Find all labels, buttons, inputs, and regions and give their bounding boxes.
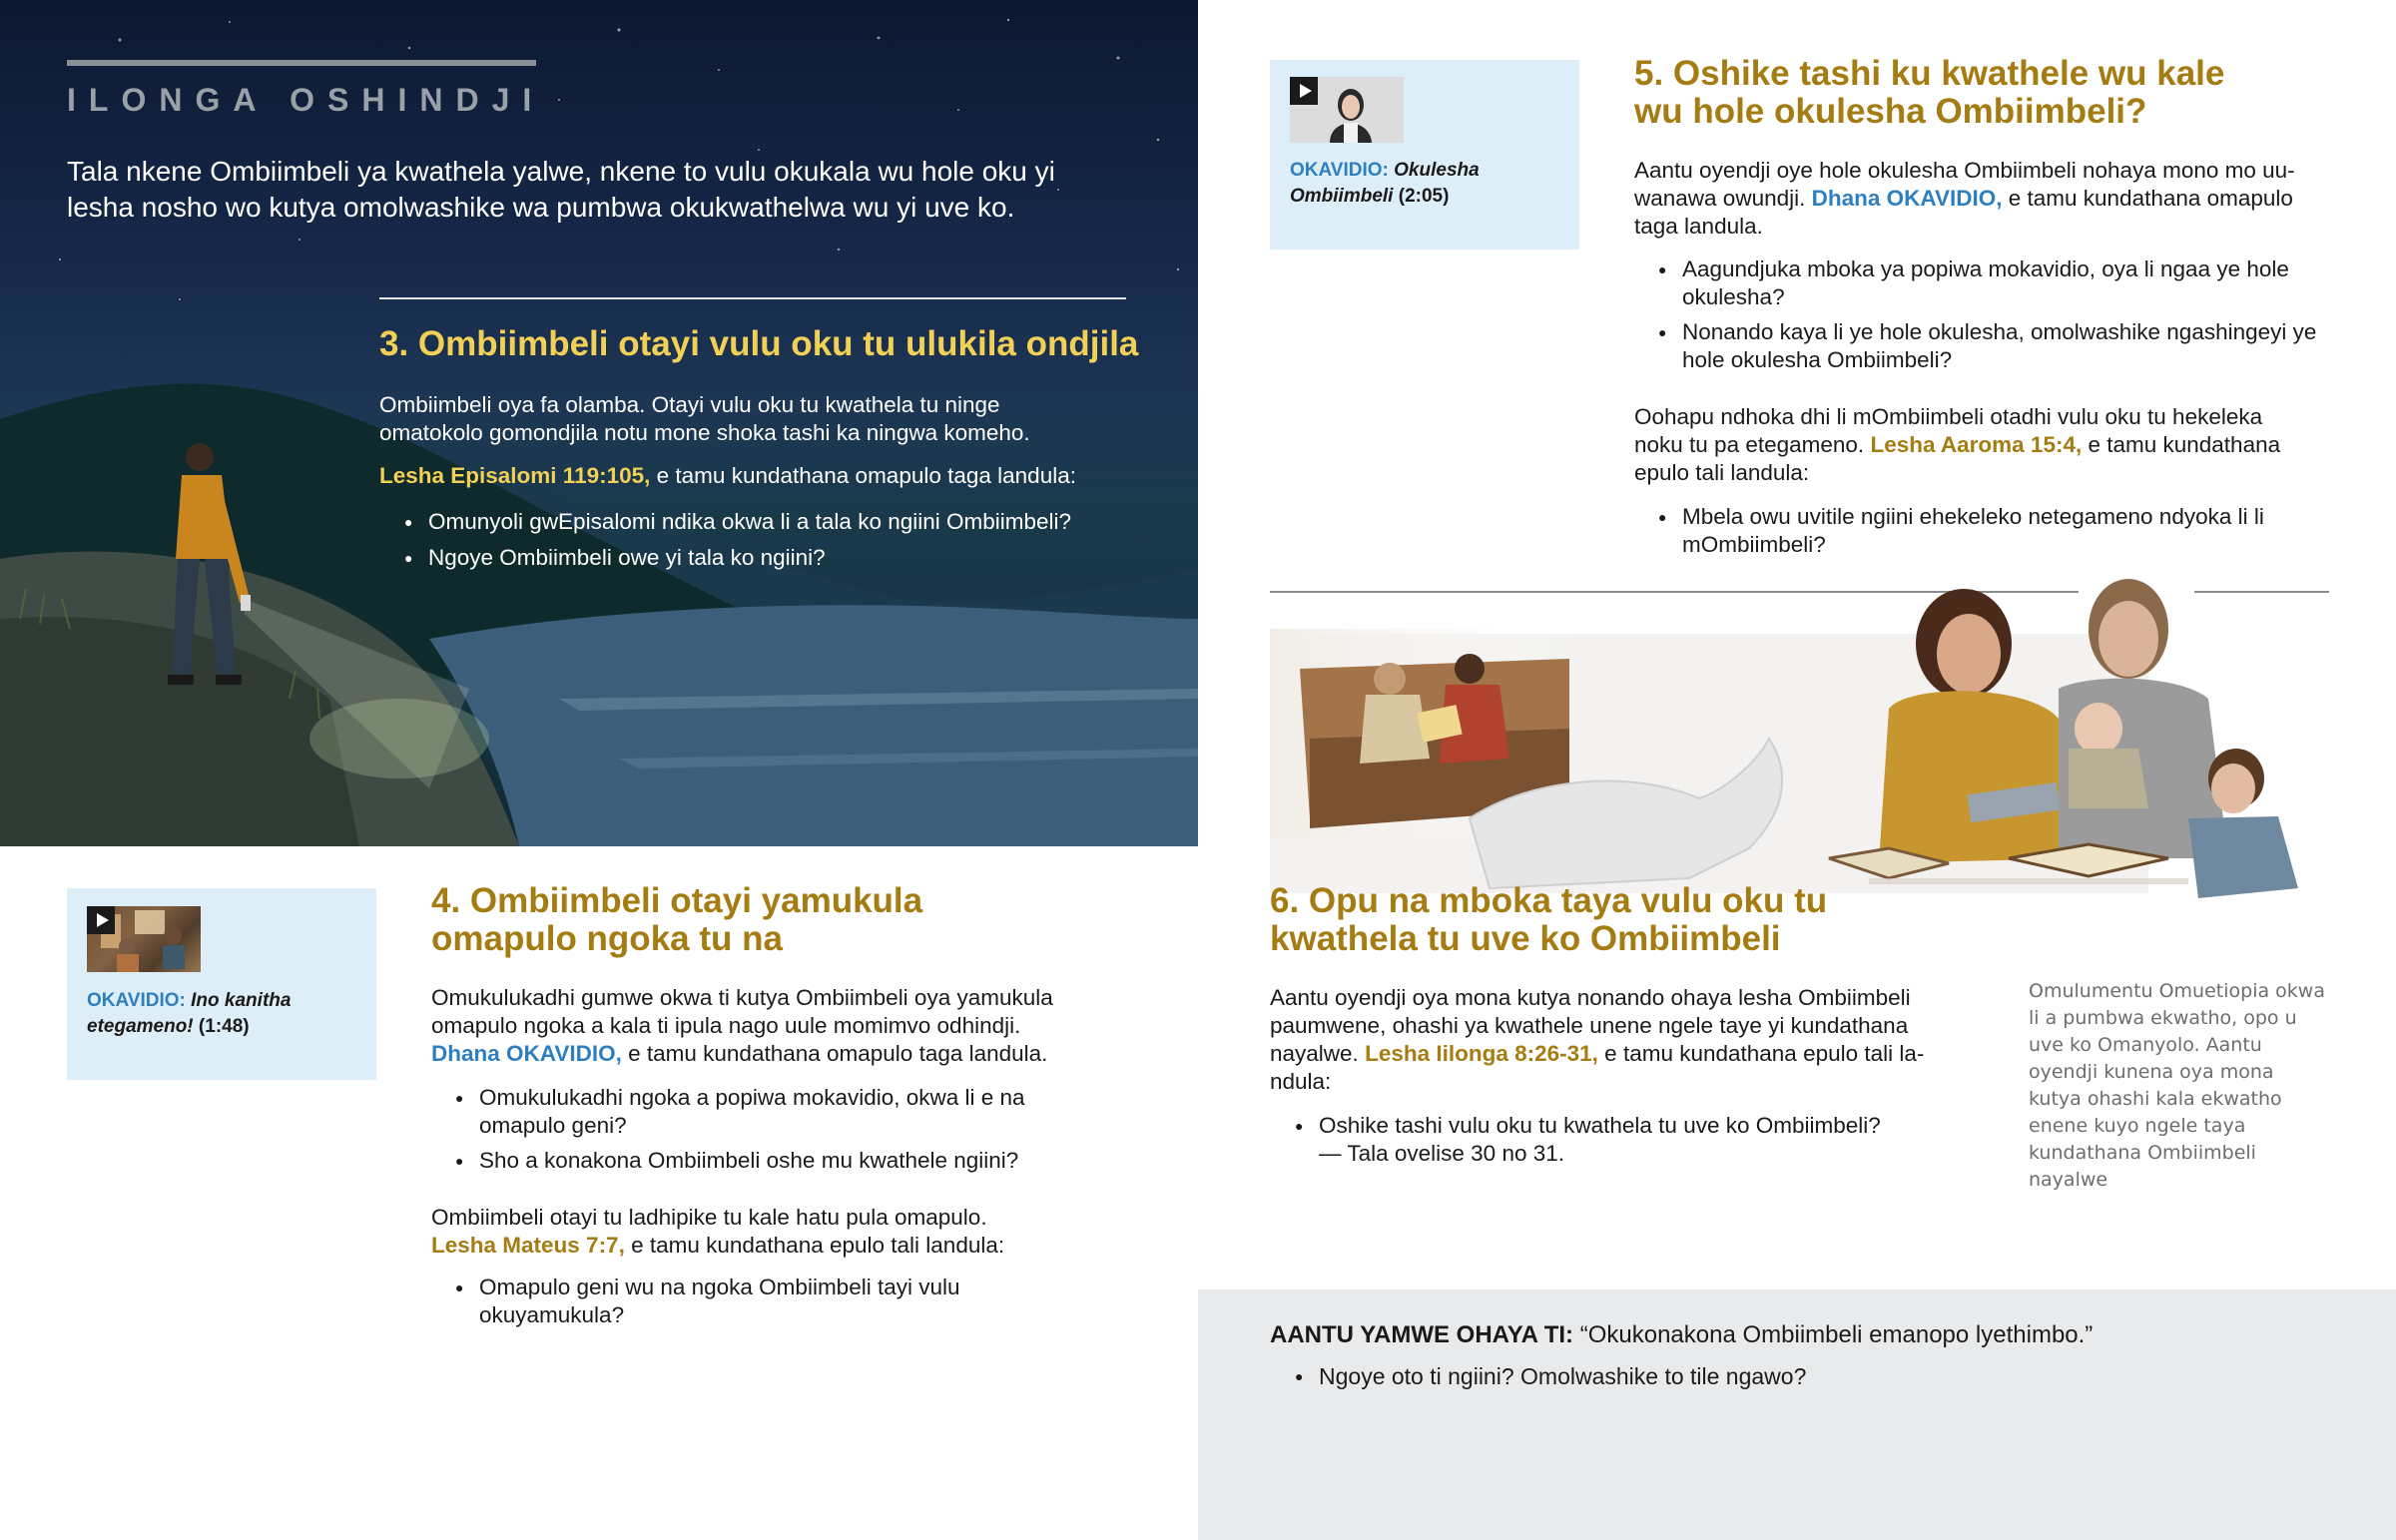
section-6-title: 6. Opu na mboka taya vulu oku tu kwathela tu uve ko Ombiimbeli xyxy=(1270,881,1828,958)
video-thumbnail[interactable] xyxy=(87,906,201,972)
section-5-body-2: Oohapu ndhoka dhi li mOmbiimbeli otadhi vulu oku tu hekeleka noku tu pa etegameno. Lesha Aaroma 15:4, e tamu kundathana epulo tali landula: xyxy=(1634,404,2281,485)
play-icon[interactable] xyxy=(1290,77,1318,105)
section-3-body: Ombiimbeli oya fa olamba. Otayi vulu oku tu kwathela tu ninge omatokolo gomondjila notu mone shoka tashi ka ningwa komeho. xyxy=(379,392,1030,445)
section-4-questions xyxy=(455,1084,1074,1182)
question-item: ● Sho a konakona Ombiimbeli oshe mu kwathele ngiini? xyxy=(455,1147,1074,1175)
section-6-questions xyxy=(1295,1112,1934,1175)
kicker-rule xyxy=(67,60,536,66)
question-item: ● Oshike tashi vulu oku tu kwathela tu uve ko Ombiimbeli? — Tala ovelise 30 no 31. xyxy=(1295,1112,1934,1168)
hero-night-scene xyxy=(0,0,1198,846)
section-4-body-2: Ombiimbeli otayi tu ladhipike tu kale hatu pula omapulo. Lesha Mateus 7:7, e tamu kundathana epulo tali landula: xyxy=(431,1205,1005,1258)
section-divider xyxy=(379,297,1126,299)
section-5-title: 5. Oshike tashi ku kwathele wu kale wu hole okulesha Ombiimbeli? xyxy=(1634,54,2225,131)
section-4-body: Omukulukadhi gumwe okwa ti kutya Ombiimbeli oya yamukula omapulo ngoka a kala ti ipula nago uule momimvo odhindji. Dhana OKAVIDIO, e tamu kundathana omapulo taga landula. xyxy=(431,985,1053,1066)
watch-video-link[interactable]: Dhana OKAVIDIO, xyxy=(1811,186,2003,211)
question-item: ● Mbela owu uvitile ngiini ehekeleko netegameno ndyoka li li mOmbiimbeli? xyxy=(1658,503,2297,559)
question-item: ● Ngoye Ombiimbeli owe yi tala ko ngiini? xyxy=(404,540,1143,576)
video-caption[interactable]: OKAVIDIO: Okulesha Ombiimbeli (2:05) xyxy=(1290,160,1480,207)
video-thumbnail[interactable] xyxy=(1290,77,1404,143)
lesson-intro: Tala nkene Ombiimbeli ya kwathela yalwe, nkene to vulu okukala wu hole oku yi lesha nosho wo kutya omolwashike wa pumbwa okukwathelwa wu yi uve ko. xyxy=(67,156,1055,223)
watch-video-link[interactable]: Dhana OKAVIDIO, xyxy=(431,1041,622,1066)
scripture-reference[interactable]: Lesha Aaroma 15:4, xyxy=(1870,432,2083,457)
section-4-title: 4. Ombiimbeli otayi yamukula omapulo ngoka tu na xyxy=(431,881,923,958)
scripture-reference[interactable]: Lesha Mateus 7:7, xyxy=(431,1233,625,1258)
question-item: ● Nonando kaya li ye hole okulesha, omolwashike ngashingeyi ye hole okulesha Ombiimbeli? xyxy=(1658,318,2337,374)
section-3-questions xyxy=(404,504,1143,576)
question-item: ● Ngoye oto ti ngiini? Omolwashike to tile ngawo? xyxy=(1295,1362,2273,1390)
section-6-body: Aantu oyendji oya mona kutya nonando ohaya lesha Ombiimbeli paumwene, ohashi ya kwathele unene ngele taye yi kundathana nayalwe. Lesha Iilonga 8:26-31, e tamu kundathana epulo tali landula: xyxy=(1270,985,1925,1094)
question-item: ● Omunyoli gwEpisalomi ndika okwa li a tala ko ngiini Ombiimbeli? xyxy=(404,504,1143,540)
question-item: ● Omapulo geni wu na ngoka Ombiimbeli tayi vulu okuyamukula? xyxy=(455,1274,1014,1329)
section-5-questions-2 xyxy=(1658,503,2297,566)
section-5-body: Aantu oyendji oye hole okulesha Ombiimbeli nohaya mono mo uuwanawa owundji. Dhana OKAVIDIO, e tamu kundathana omapulo taga landula. xyxy=(1634,158,2295,239)
section-3-title: 3. Ombiimbeli otayi vulu oku tu ulukila ondjila xyxy=(379,324,1139,363)
section-3-reading: Lesha Episalomi 119:105, e tamu kundathana omapulo taga landula: xyxy=(379,463,1076,488)
section-5-questions xyxy=(1658,256,2337,381)
video-caption[interactable]: OKAVIDIO: Ino kanitha etegameno! (1:48) xyxy=(87,990,292,1037)
section-4-questions-2 xyxy=(455,1274,1014,1336)
some-say-statement: AANTU YAMWE OHAYA TI: “Okukonakona Ombiimbeli emanopo lyethimbo.” xyxy=(1270,1321,2094,1348)
family-reading-scene xyxy=(1829,579,2298,898)
scripture-reference[interactable]: Lesha Episalomi 119:105, xyxy=(379,463,651,488)
some-say-questions xyxy=(1295,1362,2273,1397)
video-box-4[interactable] xyxy=(67,888,376,1080)
image-caption: Omulumentu Omuetiopia okwa li a pumbwa ekwatho, opo u uve ko Omanyolo. Aantu oyendji kunena oya mona kutya ohashi kala ekwatho enene kuyo ngele taya kundathana Ombiimbeli nayalwe xyxy=(2029,980,2325,1191)
question-item: ● Omukulukadhi ngoka a popiwa mokavidio, okwa li e na omapulo geni? xyxy=(455,1084,1074,1140)
scripture-reference[interactable]: Lesha Iilonga 8:26-31, xyxy=(1365,1041,1598,1066)
question-item: ● Aagundjuka mboka ya popiwa mokavidio, oya li ngaa ye hole okulesha? xyxy=(1658,256,2337,311)
play-icon[interactable] xyxy=(87,906,115,934)
section-kicker: ILONGA OSHINDJI xyxy=(67,82,545,118)
video-box-5[interactable] xyxy=(1270,60,1579,250)
